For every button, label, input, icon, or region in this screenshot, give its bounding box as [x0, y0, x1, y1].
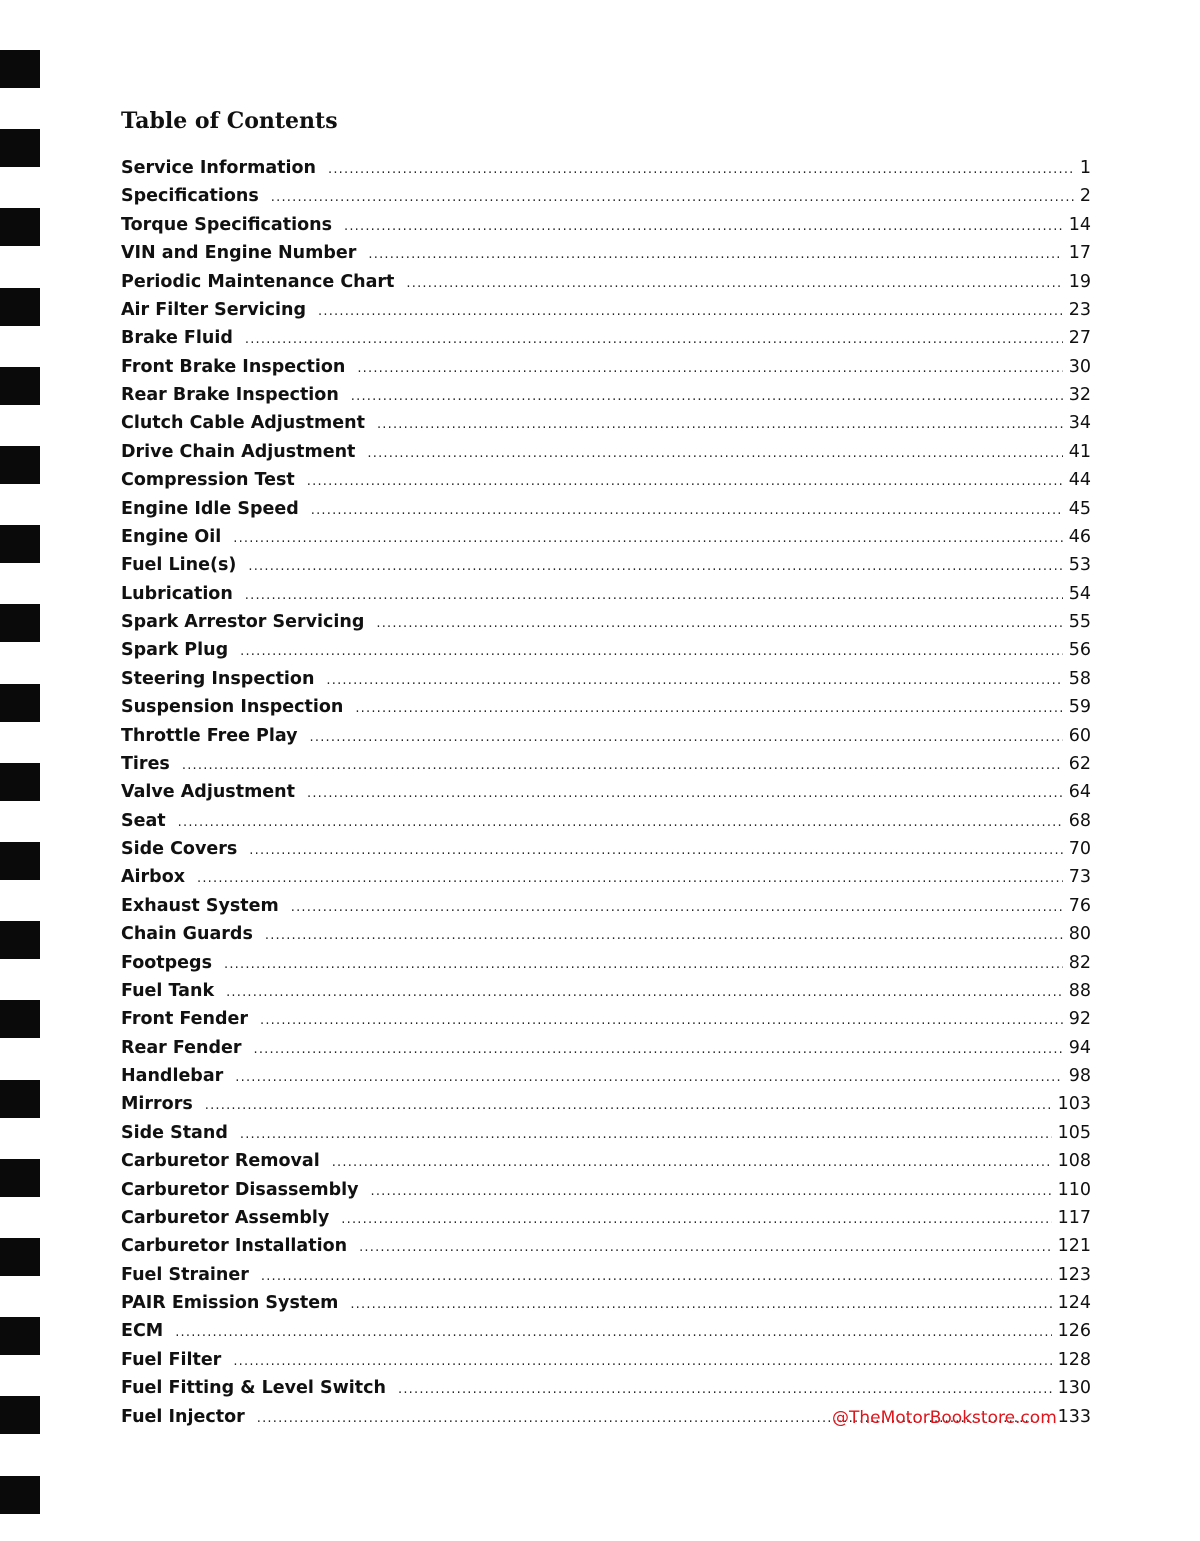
toc-entry-page: 59 [1068, 697, 1091, 718]
toc-entry[interactable] [121, 924, 1091, 952]
binding-hole-mark [0, 604, 40, 642]
toc-entry-title: Specifications [121, 186, 259, 207]
toc-entry[interactable] [121, 413, 1091, 441]
toc-entry-title: Mirrors [121, 1094, 193, 1115]
dot-leader [175, 1325, 1051, 1340]
dot-leader [368, 247, 1062, 262]
toc-entry-page: 80 [1068, 924, 1091, 945]
binding-hole-mark [0, 50, 40, 88]
toc-entry[interactable] [121, 385, 1091, 413]
toc-entry-title: Carburetor Installation [121, 1236, 348, 1257]
toc-entry[interactable] [121, 186, 1091, 214]
toc-entry[interactable] [121, 1350, 1091, 1378]
toc-entry[interactable] [121, 981, 1091, 1009]
toc-entry[interactable] [121, 1180, 1091, 1208]
binding-hole-mark [0, 921, 40, 959]
toc-entry-page: 123 [1057, 1264, 1091, 1285]
toc-entry-page: 103 [1057, 1094, 1091, 1115]
toc-entry[interactable] [121, 754, 1091, 782]
toc-entry-title: Spark Arrestor Servicing [121, 612, 365, 632]
toc-entry-title: Front Fender [121, 1009, 249, 1030]
toc-entry[interactable] [121, 669, 1091, 697]
binding-hole-mark [0, 208, 40, 246]
toc-entry[interactable] [121, 867, 1091, 895]
toc-entry-page: 56 [1068, 640, 1091, 661]
toc-entry-title: Service Information [121, 158, 316, 178]
toc-entry-page: 124 [1057, 1293, 1091, 1313]
toc-entry-title: Fuel Injector [121, 1406, 245, 1427]
toc-entry[interactable] [121, 555, 1091, 583]
toc-entry[interactable] [121, 272, 1091, 300]
dot-leader [377, 417, 1063, 432]
dot-leader [328, 162, 1074, 177]
dot-leader [310, 730, 1063, 745]
toc-entry-page: 55 [1068, 612, 1091, 632]
toc-entry[interactable] [121, 357, 1091, 385]
binding-hole-mark [0, 1080, 40, 1118]
dot-leader [178, 815, 1063, 830]
binding-hole-mark [0, 129, 40, 167]
toc-entry-title: Clutch Cable Adjustment [121, 413, 365, 434]
toc-entry-page: 105 [1057, 1122, 1091, 1143]
toc-entry[interactable] [121, 782, 1091, 810]
toc-entry[interactable] [121, 1208, 1091, 1236]
dot-leader [253, 1042, 1062, 1057]
dot-leader [351, 389, 1063, 404]
page-title: Table of Contents [121, 108, 338, 134]
toc-entry-title: Handlebar [121, 1066, 224, 1086]
toc-entry-page: 14 [1068, 214, 1091, 235]
toc-entry-page: 19 [1068, 271, 1091, 292]
dot-leader [271, 190, 1074, 205]
toc-entry-title: Side Covers [121, 839, 238, 859]
toc-entry-page: 58 [1068, 668, 1091, 689]
binding-hole-mark [0, 525, 40, 563]
toc-entry-title: Throttle Free Play [121, 725, 298, 746]
dot-leader [265, 928, 1063, 943]
dot-leader [307, 786, 1063, 801]
toc-entry-title: Front Brake Inspection [121, 356, 346, 377]
watermark: @TheMotorBookstore.com [832, 1408, 1057, 1428]
dot-leader [224, 957, 1063, 972]
toc-entry-page: 30 [1068, 356, 1091, 377]
dot-leader [249, 843, 1062, 858]
toc-entry[interactable] [121, 1265, 1091, 1293]
toc-entry-page: 53 [1068, 555, 1091, 576]
toc-entry-title: Torque Specifications [121, 214, 332, 235]
toc-entry-page: 117 [1057, 1207, 1091, 1228]
toc-entry-page: 23 [1068, 299, 1091, 320]
dot-leader [291, 900, 1063, 915]
dot-leader [182, 758, 1063, 773]
dot-leader [350, 1297, 1051, 1312]
dot-leader [240, 644, 1063, 659]
toc-entry-page: 130 [1057, 1378, 1091, 1399]
binding-hole-mark [0, 1317, 40, 1355]
dot-leader [245, 332, 1063, 347]
toc-entry[interactable] [121, 300, 1091, 328]
toc-entry-page: 98 [1068, 1066, 1091, 1086]
binding-hole-mark [0, 842, 40, 880]
toc-entry-title: Fuel Strainer [121, 1264, 249, 1285]
binding-hole-mark [0, 1000, 40, 1038]
dot-leader [326, 673, 1062, 688]
toc-entry[interactable] [121, 1293, 1091, 1321]
binding-hole-mark [0, 288, 40, 326]
toc-entry[interactable] [121, 1321, 1091, 1349]
toc-entry-page: 108 [1057, 1151, 1091, 1172]
dot-leader [311, 503, 1063, 518]
toc-entry[interactable] [121, 1066, 1091, 1094]
toc-entry[interactable] [121, 527, 1091, 555]
toc-entry-title: Fuel Fitting & Level Switch [121, 1378, 386, 1399]
binding-hole-mark [0, 684, 40, 722]
toc-entry-page: 2 [1079, 186, 1091, 207]
toc-entry-title: Carburetor Assembly [121, 1207, 330, 1228]
toc-entry-title: Carburetor Disassembly [121, 1179, 359, 1200]
toc-entry-title: Tires [121, 753, 170, 774]
toc-entry[interactable] [121, 839, 1091, 867]
toc-entry-page: 133 [1057, 1406, 1091, 1427]
toc-entry-title: Side Stand [121, 1122, 228, 1143]
toc-entry[interactable] [121, 697, 1091, 725]
toc-entry-page: 34 [1068, 413, 1091, 434]
dot-leader [248, 559, 1062, 574]
binding-hole-mark [0, 367, 40, 405]
toc-entry-page: 17 [1068, 243, 1091, 264]
toc-entry-title: Footpegs [121, 952, 212, 973]
toc-entry[interactable] [121, 811, 1091, 839]
dot-leader [261, 1269, 1052, 1284]
toc-entry-page: 41 [1068, 441, 1091, 462]
toc-entry-page: 64 [1068, 782, 1091, 803]
toc-entry[interactable] [121, 726, 1091, 754]
toc-entry[interactable] [121, 612, 1091, 640]
dot-leader [357, 361, 1062, 376]
toc-entry-page: 70 [1068, 839, 1091, 859]
toc-entry-page: 76 [1068, 895, 1091, 916]
toc-entry[interactable] [121, 499, 1091, 527]
dot-leader [332, 1155, 1052, 1170]
toc-entry-title: Rear Brake Inspection [121, 385, 339, 405]
toc-entry-page: 68 [1068, 810, 1091, 831]
dot-leader [355, 701, 1062, 716]
toc-entry-title: Lubrication [121, 583, 233, 604]
binding-hole-mark [0, 446, 40, 484]
toc-entry-page: 82 [1068, 952, 1091, 973]
toc-entry-page: 32 [1068, 385, 1091, 405]
binding-hole-mark [0, 763, 40, 801]
dot-leader [318, 304, 1063, 319]
toc-entry[interactable] [121, 1378, 1091, 1406]
toc-entry[interactable] [121, 953, 1091, 981]
toc-entry-title: Exhaust System [121, 895, 279, 916]
toc-entry[interactable] [121, 1123, 1091, 1151]
toc-entry-title: Compression Test [121, 470, 295, 491]
toc-entry-title: Fuel Tank [121, 980, 215, 1001]
dot-leader [371, 1184, 1052, 1199]
toc-entry-page: 54 [1068, 583, 1091, 604]
toc-entry-title: Airbox [121, 867, 186, 888]
toc-list [121, 158, 1091, 1435]
toc-entry-page: 45 [1068, 498, 1091, 519]
toc-entry-page: 62 [1068, 753, 1091, 774]
toc-entry-title: Air Filter Servicing [121, 299, 307, 320]
toc-entry[interactable] [121, 243, 1091, 271]
toc-entry[interactable] [121, 896, 1091, 924]
toc-entry-title: Spark Plug [121, 640, 229, 661]
dot-leader [245, 588, 1063, 603]
toc-entry-page: 94 [1068, 1037, 1091, 1058]
dot-leader [205, 1098, 1052, 1113]
toc-entry[interactable] [121, 584, 1091, 612]
dot-leader [367, 446, 1062, 461]
toc-entry[interactable] [121, 442, 1091, 470]
toc-entry[interactable] [121, 1236, 1091, 1264]
toc-entry-page: 60 [1068, 725, 1091, 746]
toc-entry-page: 110 [1057, 1179, 1091, 1200]
toc-entry-page: 128 [1057, 1349, 1091, 1370]
toc-entry[interactable] [121, 1009, 1091, 1037]
toc-entry-title: ECM [121, 1321, 164, 1342]
dot-leader [260, 1013, 1063, 1028]
dot-leader [233, 1354, 1051, 1369]
toc-entry-title: Engine Idle Speed [121, 498, 299, 519]
toc-entry[interactable] [121, 1038, 1091, 1066]
binding-hole-mark [0, 1476, 40, 1514]
toc-entry-title: Chain Guards [121, 924, 253, 945]
toc-entry-title: Carburetor Removal [121, 1151, 320, 1172]
toc-entry-title: Fuel Line(s) [121, 555, 237, 576]
toc-entry-page: 126 [1057, 1321, 1091, 1342]
toc-entry[interactable] [121, 1151, 1091, 1179]
toc-entry-title: Fuel Filter [121, 1349, 222, 1370]
dot-leader [344, 219, 1063, 234]
dot-leader [233, 531, 1062, 546]
toc-entry-page: 121 [1057, 1236, 1091, 1257]
dot-leader [226, 985, 1063, 1000]
dot-leader [235, 1070, 1062, 1085]
binding-hole-mark [0, 1238, 40, 1276]
toc-entry-page: 88 [1068, 980, 1091, 1001]
toc-entry-title: Drive Chain Adjustment [121, 441, 356, 462]
binding-hole-mark [0, 1396, 40, 1434]
dot-leader [240, 1127, 1052, 1142]
toc-entry[interactable] [121, 640, 1091, 668]
toc-entry[interactable] [121, 328, 1091, 356]
toc-entry-title: Periodic Maintenance Chart [121, 271, 395, 292]
toc-entry-page: 92 [1068, 1009, 1091, 1030]
dot-leader [341, 1212, 1051, 1227]
dot-leader [197, 871, 1063, 886]
binding-hole-mark [0, 1159, 40, 1197]
toc-entry-title: PAIR Emission System [121, 1293, 339, 1313]
toc-entry-title: Suspension Inspection [121, 697, 344, 718]
toc-entry-title: Engine Oil [121, 526, 222, 547]
toc-entry-title: Rear Fender [121, 1037, 242, 1058]
dot-leader [307, 474, 1063, 489]
dot-leader [398, 1382, 1052, 1397]
toc-entry-title: Brake Fluid [121, 328, 233, 349]
toc-entry-page: 27 [1068, 328, 1091, 349]
dot-leader [376, 616, 1062, 631]
toc-entry[interactable] [121, 158, 1091, 186]
toc-entry-title: VIN and Engine Number [121, 243, 357, 264]
dot-leader [359, 1240, 1052, 1255]
toc-entry-page: 1 [1079, 158, 1091, 178]
toc-entry-title: Steering Inspection [121, 668, 315, 689]
toc-entry-title: Seat [121, 810, 166, 831]
toc-entry-page: 73 [1068, 867, 1091, 888]
toc-entry[interactable] [121, 215, 1091, 243]
dot-leader [406, 276, 1062, 291]
toc-entry[interactable] [121, 470, 1091, 498]
toc-entry-page: 46 [1068, 526, 1091, 547]
toc-entry-page: 44 [1068, 470, 1091, 491]
toc-entry-title: Valve Adjustment [121, 782, 296, 803]
toc-entry[interactable] [121, 1094, 1091, 1122]
